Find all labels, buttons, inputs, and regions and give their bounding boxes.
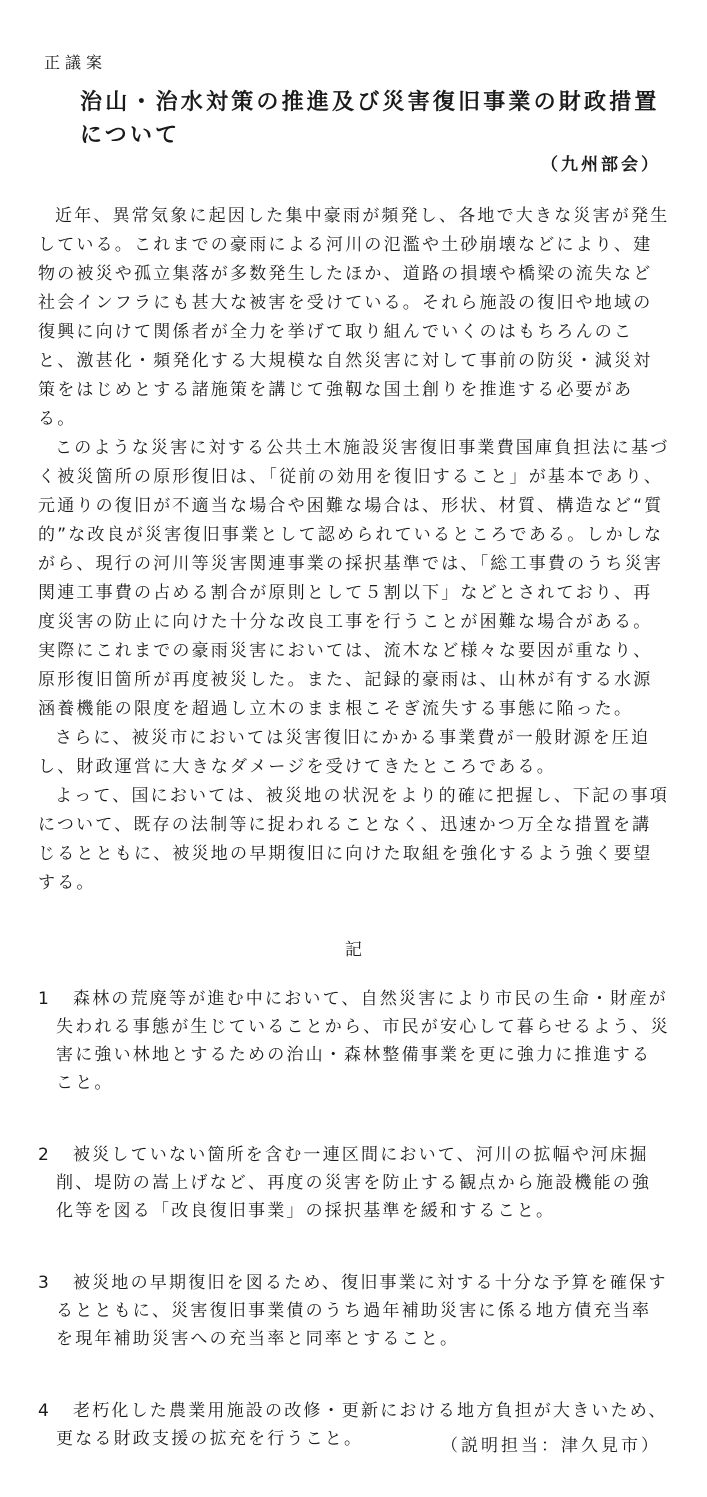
- body-paragraph: 近年、異常気象に起因した集中豪雨が頻発し、各地で大きな災害が発生している。これまでの豪雨による河川の氾濫や土砂崩壊などにより、建物の被災や孤立集落が多数発生したほか、道路の損壊や橋梁の流失など社会インフラにも甚大な被害を受けている。それら施設の復旧や地域の復興に向けて関係者が全力を挙げて取り組んでいくのはもちろんのこと、激甚化・頻発化する大規模な自然災害に対して事前の防災・減災対策をはじめとする諸施策を講じて強靱な国土創りを推進する必要がある。: [38, 206, 670, 429]
- request-item-text: 被災していない箇所を含む一連区間において、河川の拡幅や河床掘削、堤防の嵩上げなど、再度の災害を防止する観点から施設機能の強化等を図る「改良復旧事業」の採択基準を緩和すること。: [56, 1145, 652, 1221]
- request-item-number: 3: [38, 1273, 52, 1293]
- committee-label: （九州部会）: [541, 155, 661, 175]
- request-item: [38, 1141, 670, 1225]
- request-item: [38, 985, 670, 1097]
- body-paragraph: よって、国においては、被災地の状況をより的確に把握し、下記の事項について、既存の法制等に捉われることなく、迅速かつ万全な措置を講じるとともに、被災地の早期復旧に向けた取組を強化するよう強く要望する。: [38, 786, 670, 893]
- request-list: [38, 985, 670, 1497]
- body-paragraph: このような災害に対する公共土木施設災害復旧事業費国庫負担法に基づく被災箇所の原形復旧は、「従前の効用を復旧すること」が基本であり、元通りの復旧が不適当な場合や困難な場合は、形状、材質、構造など“質的”な改良が災害復旧事業として認められているところである。しかしながら、現行の河川等災害関連事業の採択基準では、「総工事費のうち災害関連工事費の占める割合が原則として５割以下」などとされており、再度災害の防止に向けた十分な改良工事を行うことが困難な場合がある。実際にこれまでの豪雨災害においては、流木など様々な要因が重なり、原形復旧箇所が再度被災した。また、記録的豪雨は、山林が有する水源涵養機能の限度を超過し立木のまま根こそぎ流失する事態に陥った。: [38, 438, 670, 719]
- request-item-number: 4: [38, 1401, 52, 1421]
- body-paragraph: さらに、被災市においては災害復旧にかかる事業費が一般財源を圧迫し、財政運営に大きなダメージを受けてきたところである。: [38, 728, 651, 777]
- document-title: 治山・治水対策の推進及び災害復旧事業の財政措置について: [80, 90, 660, 148]
- request-item-number: 2: [38, 1145, 52, 1165]
- request-item-text: 老朽化した農業用施設の改修・更新における地方負担が大きいため、更なる財政支援の拡充を行うこと。: [56, 1401, 668, 1449]
- proposal-label: 正議案: [44, 53, 108, 72]
- request-item-text: 被災地の早期復旧を図るため、復旧事業に対する十分な予算を確保するとともに、災害復旧事業債のうち過年補助災害に係る地方債充当率を現年補助災害への充当率と同率とすること。: [56, 1273, 668, 1349]
- body-text: [38, 202, 670, 898]
- request-item: [38, 1269, 670, 1353]
- request-item-number: 1: [38, 989, 52, 1009]
- request-item-text: 森林の荒廃等が進む中において、自然災害により市民の生命・財産が失われる事態が生じていることから、市民が安心して暮らせるよう、災害に強い林地とするための治山・森林整備事業を更に強力に推進すること。: [56, 989, 670, 1093]
- responsible-city: （説明担当：津久見市）: [441, 1436, 661, 1456]
- ki-heading: 記: [345, 940, 362, 960]
